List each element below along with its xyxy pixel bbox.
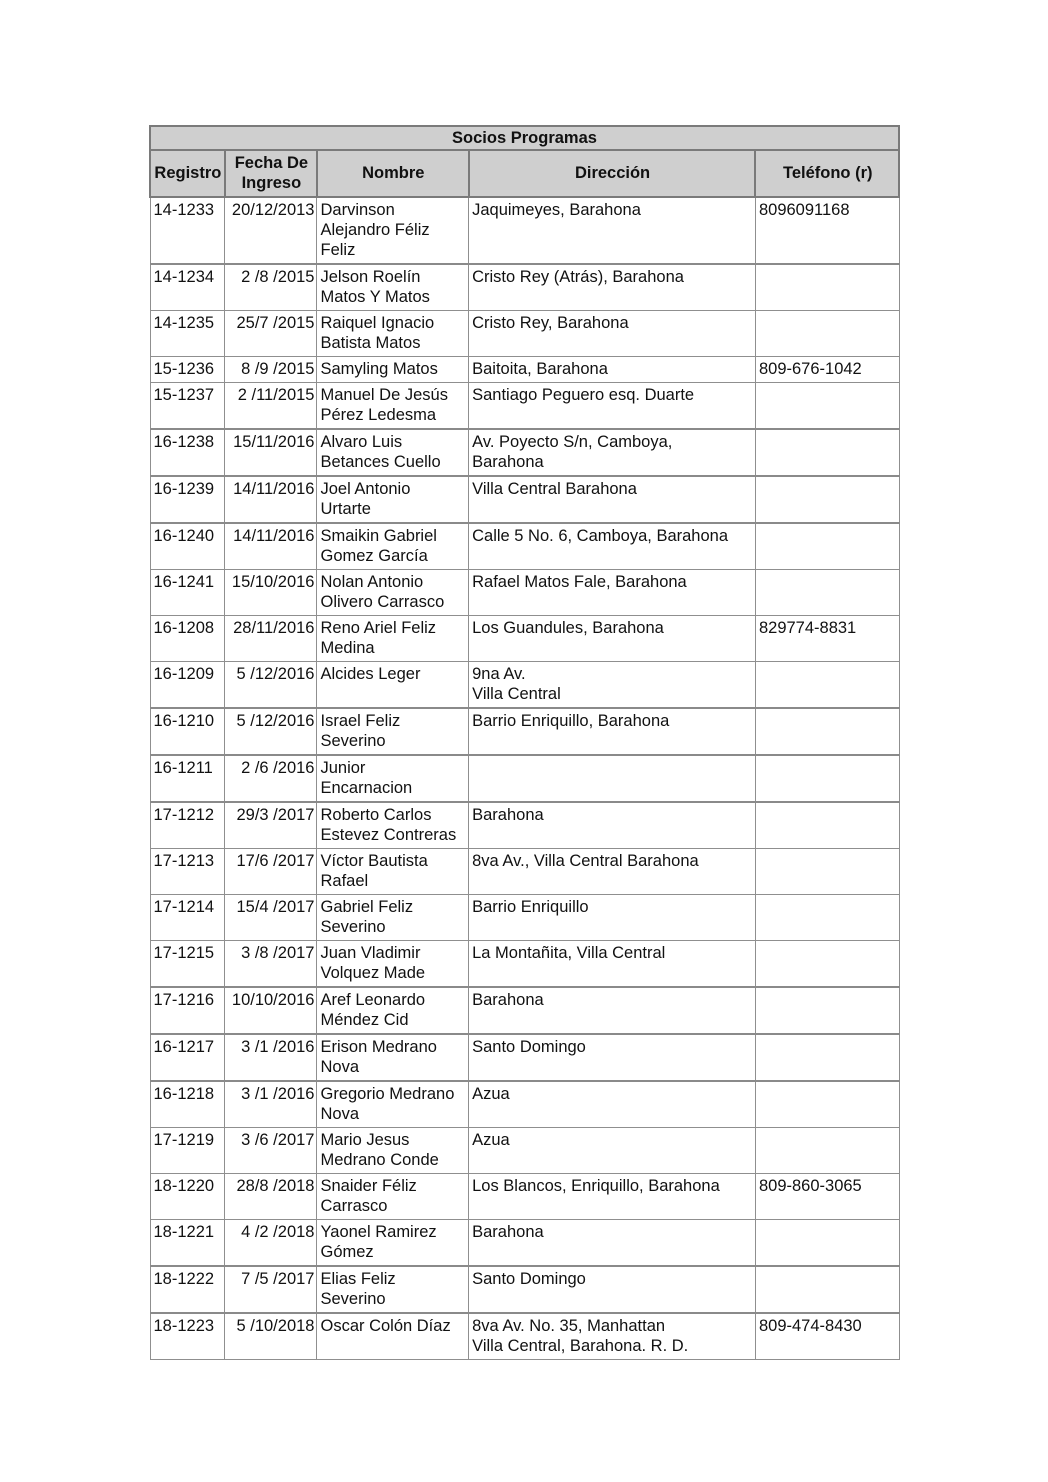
cell-fecha: 2 /8 /2015	[225, 264, 317, 311]
cell-telefono	[755, 429, 899, 476]
cell-fecha: 29/3 /2017	[225, 802, 317, 849]
cell-nombre: Alvaro Luis Betances Cuello	[317, 429, 469, 476]
cell-direccion: Rafael Matos Fale, Barahona	[469, 570, 756, 616]
cell-direccion: Santo Domingo	[469, 1266, 756, 1313]
table-row	[150, 1128, 899, 1174]
cell-direccion: Santo Domingo	[469, 1034, 756, 1081]
cell-direccion: Baitoita, Barahona	[469, 357, 756, 383]
cell-nombre: Smaikin Gabriel Gomez García	[317, 523, 469, 570]
table-row	[150, 1220, 899, 1267]
table-row	[150, 264, 899, 311]
cell-nombre: Jelson Roelín Matos Y Matos	[317, 264, 469, 311]
cell-telefono	[755, 755, 899, 802]
cell-direccion: Cristo Rey, Barahona	[469, 311, 756, 357]
cell-telefono	[755, 987, 899, 1034]
cell-registro: 18-1221	[150, 1220, 225, 1267]
cell-nombre: Alcides Leger	[317, 662, 469, 709]
cell-nombre: Snaider Féliz Carrasco	[317, 1174, 469, 1220]
cell-nombre: Samyling Matos	[317, 357, 469, 383]
cell-nombre: Darvinson Alejandro Féliz Feliz	[317, 197, 469, 264]
cell-direccion: Los Blancos, Enriquillo, Barahona	[469, 1174, 756, 1220]
cell-registro: 14-1233	[150, 197, 225, 264]
table-row	[150, 662, 899, 709]
cell-fecha: 25/7 /2015	[225, 311, 317, 357]
cell-telefono	[755, 849, 899, 895]
cell-registro: 18-1222	[150, 1266, 225, 1313]
cell-direccion: Jaquimeyes, Barahona	[469, 197, 756, 264]
cell-telefono	[755, 1081, 899, 1128]
cell-registro: 18-1220	[150, 1174, 225, 1220]
cell-direccion: 8va Av. No. 35, Manhattan Villa Central, Barahona. R. D.	[469, 1313, 756, 1360]
cell-nombre: Víctor Bautista Rafael	[317, 849, 469, 895]
header-registro: Registro	[150, 150, 225, 197]
cell-direccion: Barahona	[469, 1220, 756, 1267]
cell-fecha: 2 /6 /2016	[225, 755, 317, 802]
cell-registro: 15-1237	[150, 383, 225, 430]
cell-telefono	[755, 311, 899, 357]
cell-nombre: Reno Ariel Feliz Medina	[317, 616, 469, 662]
cell-direccion: 8va Av., Villa Central Barahona	[469, 849, 756, 895]
cell-telefono	[755, 708, 899, 755]
cell-fecha: 3 /1 /2016	[225, 1081, 317, 1128]
cell-nombre: Manuel De Jesús Pérez Ledesma	[317, 383, 469, 430]
cell-nombre: Juan Vladimir Volquez Made	[317, 941, 469, 988]
table-row	[150, 429, 899, 476]
cell-registro: 16-1240	[150, 523, 225, 570]
cell-registro: 17-1215	[150, 941, 225, 988]
cell-fecha: 15/11/2016	[225, 429, 317, 476]
cell-telefono	[755, 662, 899, 709]
cell-telefono	[755, 1128, 899, 1174]
table-row	[150, 755, 899, 802]
cell-nombre: Gregorio Medrano Nova	[317, 1081, 469, 1128]
cell-telefono	[755, 383, 899, 430]
cell-fecha: 14/11/2016	[225, 476, 317, 523]
cell-telefono	[755, 802, 899, 849]
cell-direccion: 9na Av. Villa Central	[469, 662, 756, 709]
cell-direccion: Barrio Enriquillo, Barahona	[469, 708, 756, 755]
cell-nombre: Oscar Colón Díaz	[317, 1313, 469, 1360]
cell-nombre: Aref Leonardo Méndez Cid	[317, 987, 469, 1034]
table-row	[150, 987, 899, 1034]
table-row	[150, 476, 899, 523]
cell-registro: 16-1217	[150, 1034, 225, 1081]
cell-direccion: Barrio Enriquillo	[469, 895, 756, 941]
cell-fecha: 2 /11/2015	[225, 383, 317, 430]
cell-registro: 15-1236	[150, 357, 225, 383]
cell-telefono	[755, 1034, 899, 1081]
cell-fecha: 5 /12/2016	[225, 708, 317, 755]
cell-nombre: Nolan Antonio Olivero Carrasco	[317, 570, 469, 616]
cell-fecha: 14/11/2016	[225, 523, 317, 570]
cell-nombre: Gabriel Feliz Severino	[317, 895, 469, 941]
header-telefono: Teléfono (r)	[755, 150, 899, 197]
cell-nombre: Junior Encarnacion	[317, 755, 469, 802]
cell-telefono	[755, 895, 899, 941]
cell-telefono: 809-676-1042	[755, 357, 899, 383]
cell-nombre: Elias Feliz Severino	[317, 1266, 469, 1313]
cell-registro: 17-1214	[150, 895, 225, 941]
cell-fecha: 28/8 /2018	[225, 1174, 317, 1220]
cell-registro: 17-1216	[150, 987, 225, 1034]
cell-nombre: Joel Antonio Urtarte	[317, 476, 469, 523]
cell-direccion: Calle 5 No. 6, Camboya, Barahona	[469, 523, 756, 570]
cell-direccion: Cristo Rey (Atrás), Barahona	[469, 264, 756, 311]
cell-telefono	[755, 523, 899, 570]
socios-table	[149, 125, 900, 1360]
table-row	[150, 570, 899, 616]
cell-direccion	[469, 755, 756, 802]
table-row	[150, 616, 899, 662]
cell-telefono: 809-860-3065	[755, 1174, 899, 1220]
table-row	[150, 1174, 899, 1220]
cell-registro: 16-1241	[150, 570, 225, 616]
cell-nombre: Erison Medrano Nova	[317, 1034, 469, 1081]
cell-direccion: La Montañita, Villa Central	[469, 941, 756, 988]
table-row	[150, 1081, 899, 1128]
table-row	[150, 357, 899, 383]
cell-fecha: 3 /8 /2017	[225, 941, 317, 988]
header-direccion: Dirección	[469, 150, 756, 197]
cell-registro: 16-1208	[150, 616, 225, 662]
header-fecha: Fecha De Ingreso	[225, 150, 317, 197]
cell-registro: 16-1239	[150, 476, 225, 523]
header-row	[150, 150, 899, 197]
cell-telefono	[755, 264, 899, 311]
cell-nombre: Yaonel Ramirez Gómez	[317, 1220, 469, 1267]
cell-telefono	[755, 941, 899, 988]
table-row	[150, 1034, 899, 1081]
table-row	[150, 708, 899, 755]
cell-fecha: 5 /12/2016	[225, 662, 317, 709]
cell-fecha: 15/4 /2017	[225, 895, 317, 941]
cell-fecha: 8 /9 /2015	[225, 357, 317, 383]
cell-registro: 16-1238	[150, 429, 225, 476]
cell-telefono: 809-474-8430	[755, 1313, 899, 1360]
table-row	[150, 383, 899, 430]
cell-nombre: Raiquel Ignacio Batista Matos	[317, 311, 469, 357]
cell-fecha: 5 /10/2018	[225, 1313, 317, 1360]
cell-telefono	[755, 476, 899, 523]
cell-telefono	[755, 1266, 899, 1313]
cell-nombre: Roberto Carlos Estevez Contreras	[317, 802, 469, 849]
cell-direccion: Azua	[469, 1128, 756, 1174]
cell-fecha: 20/12/2013	[225, 197, 317, 264]
header-nombre: Nombre	[317, 150, 469, 197]
cell-registro: 17-1219	[150, 1128, 225, 1174]
cell-registro: 16-1211	[150, 755, 225, 802]
cell-telefono: 829774-8831	[755, 616, 899, 662]
cell-telefono: 8096091168	[755, 197, 899, 264]
cell-fecha: 3 /1 /2016	[225, 1034, 317, 1081]
cell-direccion: Villa Central Barahona	[469, 476, 756, 523]
table-row	[150, 802, 899, 849]
cell-direccion: Barahona	[469, 802, 756, 849]
cell-direccion: Barahona	[469, 987, 756, 1034]
cell-fecha: 10/10/2016	[225, 987, 317, 1034]
table-row	[150, 1266, 899, 1313]
table-title: Socios Programas	[150, 126, 899, 150]
cell-direccion: Av. Poyecto S/n, Camboya, Barahona	[469, 429, 756, 476]
cell-registro: 16-1209	[150, 662, 225, 709]
cell-telefono	[755, 570, 899, 616]
cell-telefono	[755, 1220, 899, 1267]
cell-direccion: Santiago Peguero esq. Duarte	[469, 383, 756, 430]
table-row	[150, 197, 899, 264]
cell-registro: 14-1235	[150, 311, 225, 357]
cell-registro: 17-1213	[150, 849, 225, 895]
cell-nombre: Mario Jesus Medrano Conde	[317, 1128, 469, 1174]
table-row	[150, 849, 899, 895]
table-row	[150, 1313, 899, 1360]
cell-registro: 17-1212	[150, 802, 225, 849]
cell-fecha: 3 /6 /2017	[225, 1128, 317, 1174]
table-row	[150, 311, 899, 357]
cell-registro: 14-1234	[150, 264, 225, 311]
cell-fecha: 7 /5 /2017	[225, 1266, 317, 1313]
cell-fecha: 4 /2 /2018	[225, 1220, 317, 1267]
table-row	[150, 523, 899, 570]
table-row	[150, 941, 899, 988]
cell-fecha: 15/10/2016	[225, 570, 317, 616]
cell-fecha: 28/11/2016	[225, 616, 317, 662]
cell-fecha: 17/6 /2017	[225, 849, 317, 895]
cell-direccion: Los Guandules, Barahona	[469, 616, 756, 662]
cell-direccion: Azua	[469, 1081, 756, 1128]
cell-registro: 16-1218	[150, 1081, 225, 1128]
cell-registro: 18-1223	[150, 1313, 225, 1360]
table-row	[150, 895, 899, 941]
cell-nombre: Israel Feliz Severino	[317, 708, 469, 755]
cell-registro: 16-1210	[150, 708, 225, 755]
